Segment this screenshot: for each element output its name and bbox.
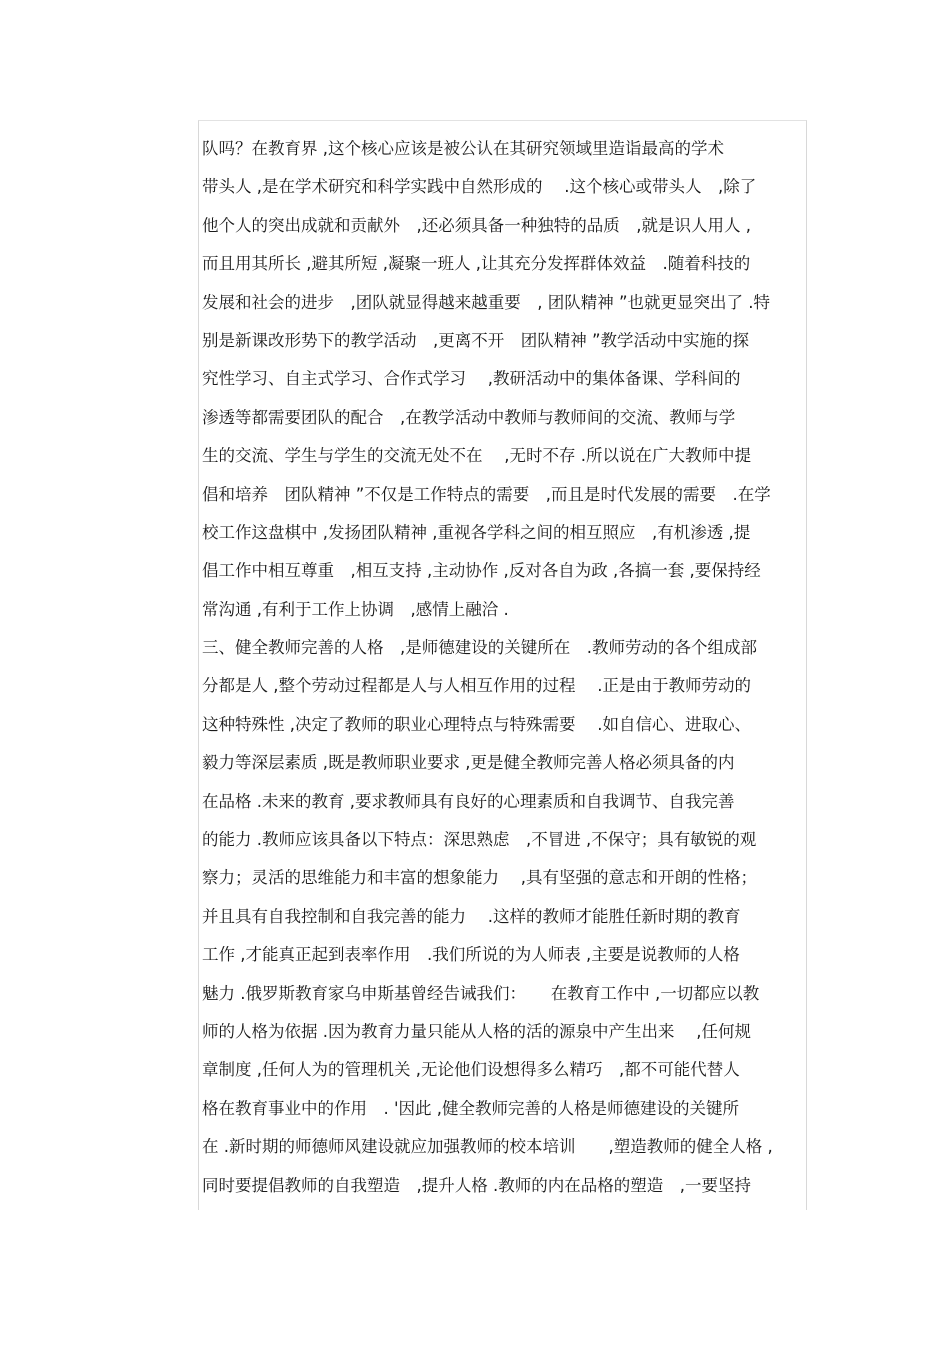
text-line: 倡和培养 团队精神 ”不仅是工作特点的需要 ,而且是时代发展的需要 .在学 [202, 484, 771, 504]
text-line: 队吗？在教育界 ,这个核心应该是被公认在其研究领域里造诣最高的学术 [202, 139, 724, 158]
text-line: 发展和社会的进步 ,团队就显得越来越重要 , 团队精神 ”也就更显突出了 .特 [202, 292, 771, 312]
text-line: 带头人 ,是在学术研究和科学实践中自然形成的 .这个核心或带头人 ,除了 [202, 177, 757, 197]
text-line: 魅力 .俄罗斯教育家乌申斯基曾经告诫我们： 在教育工作中 ,一切都应以教 [202, 983, 760, 1003]
text-line: 格在教育事业中的作用 . '因此 ,健全教师完善的人格是师德建设的关键所 [202, 1098, 740, 1118]
text-line: 并且具有自我控制和自我完善的能力 .这样的教师才能胜任新时期的教育 [202, 906, 741, 926]
text-line: 工作 ,才能真正起到表率作用 .我们所说的为人师表 ,主要是说教师的人格 [202, 945, 740, 965]
document-body [202, 130, 807, 1205]
text-line: 章制度 ,任何人为的管理机关 ,无论他们设想得多么精巧 ,都不可能代替人 [202, 1060, 740, 1080]
text-line: 这种特殊性 ,决定了教师的职业心理特点与特殊需要 .如自信心、进取心、 [202, 714, 751, 734]
text-line: 在品格 .未来的教育 ,要求教师具有良好的心理素质和自我调节、自我完善 [202, 791, 735, 811]
text-line: 常沟通 ,有利于工作上协调 ,感情上融洽 . [202, 599, 509, 619]
text-line: 的能力 .教师应该具备以下特点：深思熟虑 ,不冒进 ,不保守；具有敏锐的观 [202, 830, 757, 850]
text-line: 分都是人 ,整个劳动过程都是人与人相互作用的过程 .正是由于教师劳动的 [202, 676, 751, 696]
text-line: 渗透等都需要团队的配合 ,在教学活动中教师与教师间的交流、教师与学 [202, 407, 736, 427]
text-line: 究性学习、自主式学习、合作式学习 ,教研活动中的集体备课、学科间的 [202, 369, 741, 389]
text-line: 他个人的突出成就和贡献外 ,还必须具备一种独特的品质 ,就是识人用人 , [202, 215, 751, 235]
text-line: 师的人格为依据 .因为教育力量只能从人格的活的源泉中产生出来 ,任何规 [202, 1021, 751, 1041]
text-line: 而且用其所长 ,避其所短 ,凝聚一班人 ,让其充分发挥群体效益 .随着科技的 [202, 254, 751, 274]
text-line: 在 .新时期的师德师风建设就应加强教师的校本培训 ,塑造教师的健全人格 , [202, 1137, 773, 1157]
text-line: 同时要提倡教师的自我塑造 ,提升人格 .教师的内在品格的塑造 ,一要坚持 [202, 1175, 751, 1195]
text-line: 察力；灵活的思维能力和丰富的想象能力 ,具有坚强的意志和开朗的性格； [202, 868, 757, 888]
text-line: 倡工作中相互尊重 ,相互支持 ,主动协作 ,反对各自为政 ,各搞一套 ,要保持经 [202, 561, 761, 581]
text-line: 毅力等深层素质 ,既是教师职业要求 ,更是健全教师完善人格必须具备的内 [202, 753, 735, 773]
text-line: 校工作这盘棋中 ,发扬团队精神 ,重视各学科之间的相互照应 ,有机渗透 ,提 [202, 522, 751, 542]
text-line: 生的交流、学生与学生的交流无处不在 ,无时不存 .所以说在广大教师中提 [202, 446, 751, 466]
section-heading-line: 三、健全教师完善的人格 ,是师德建设的关键所在 .教师劳动的各个组成部 [202, 638, 757, 658]
text-line: 别是新课改形势下的教学活动 ,更离不开 团队精神 ”教学活动中实施的探 [202, 330, 750, 350]
